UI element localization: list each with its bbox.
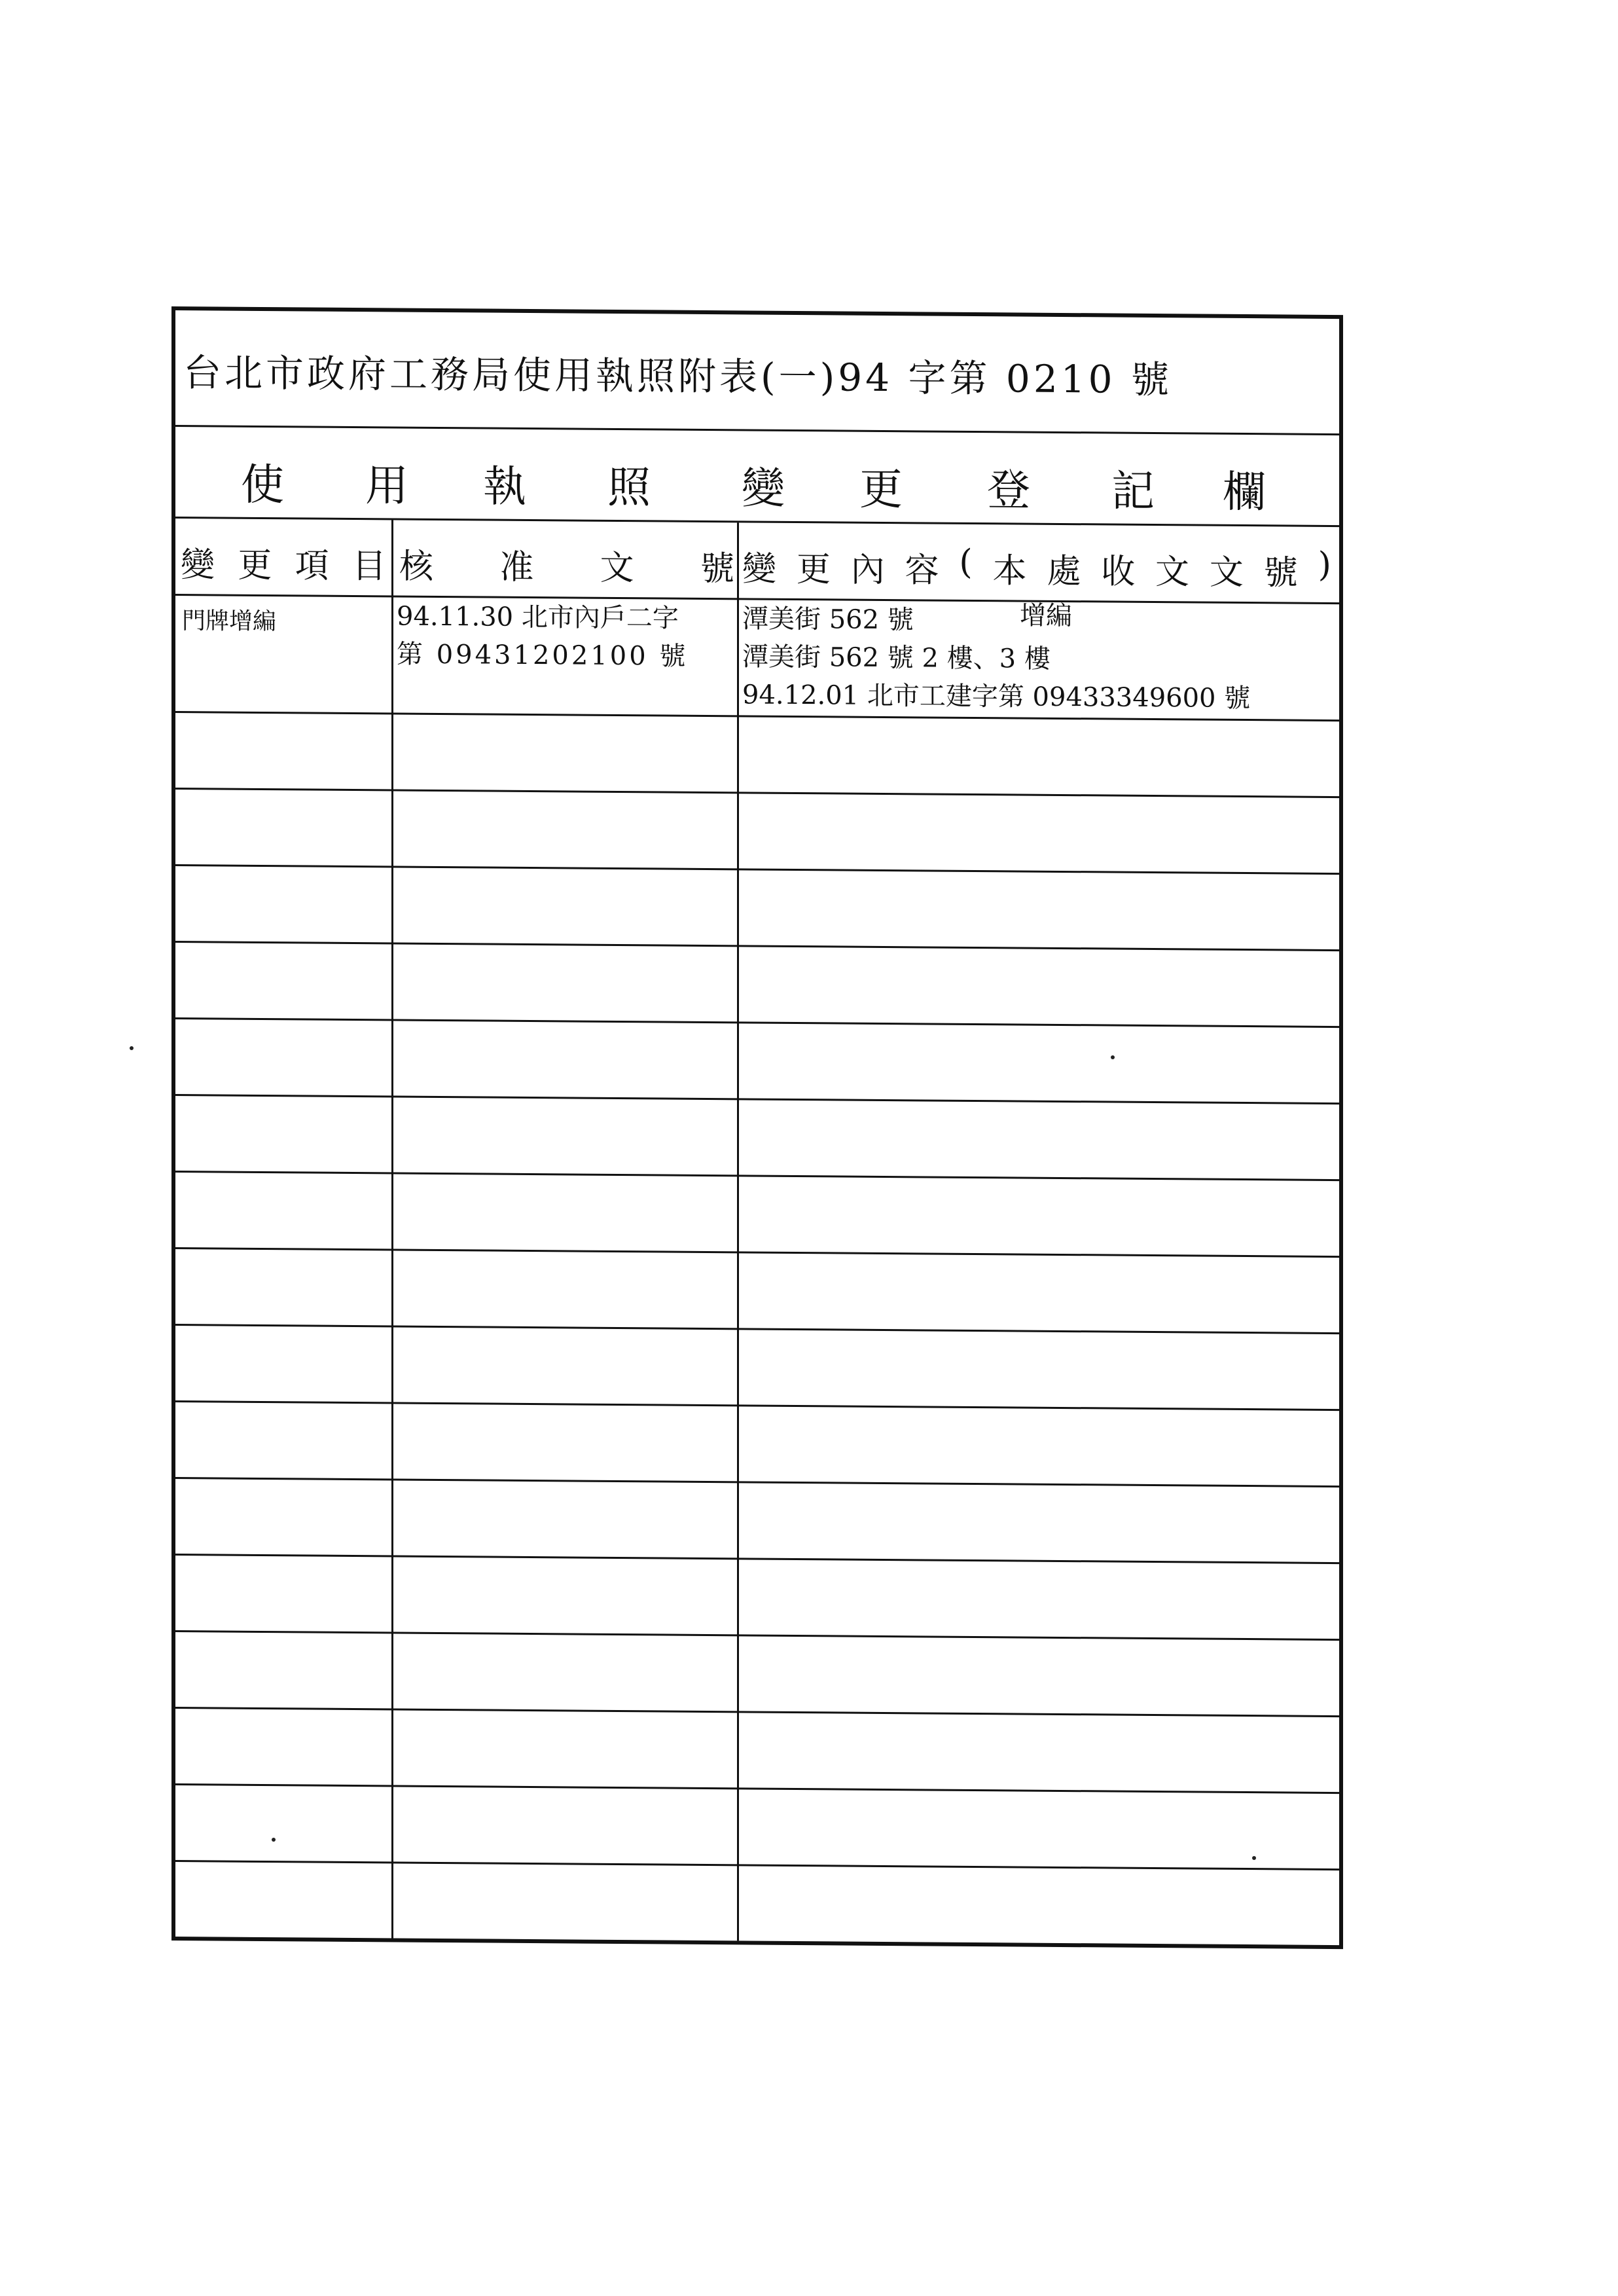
row-divider: [175, 1477, 1339, 1487]
heading-char: 變: [742, 463, 785, 514]
column-divider: [391, 520, 393, 1938]
row-divider: [175, 1017, 1339, 1028]
entry-item: 門牌增編: [182, 608, 277, 636]
title-row: [175, 310, 1339, 435]
entry-content-tag: 增編: [1020, 600, 1072, 632]
column-header-content: 變 更 內 容 ( 本 處 收 文 文 號 ): [742, 542, 1331, 593]
scan-speck: [1111, 1055, 1115, 1059]
row-divider: [175, 1324, 1339, 1334]
entry-content-line3: 94.12.01 北市工建字第 09433349600 號: [742, 680, 1251, 714]
column-divider: [737, 522, 739, 1941]
row-divider: [175, 788, 1339, 798]
row-divider: [175, 1094, 1339, 1104]
heading-row: [175, 427, 1339, 527]
entry-content-line1: 潭美街 562 號: [742, 604, 914, 636]
heading-char: 用: [365, 460, 408, 511]
column-header-row: [175, 519, 1339, 604]
column-header-item: 變 更 項 目: [181, 545, 386, 587]
row-divider: [175, 1860, 1339, 1870]
row-divider: [175, 1554, 1339, 1564]
row-divider: [175, 1783, 1339, 1794]
row-divider: [175, 941, 1339, 951]
column-header-doc: 核 准 文 號: [399, 547, 734, 589]
row-divider: [175, 1630, 1339, 1641]
heading-char: 使: [241, 459, 284, 511]
row-divider: [175, 1707, 1339, 1717]
registration-form: [171, 306, 1343, 1949]
scan-speck: [130, 1046, 134, 1050]
row-divider: [175, 1400, 1339, 1411]
row-divider: [175, 1171, 1339, 1181]
row-divider: [175, 864, 1339, 875]
entry-doc-line2: 第 09431202100 號: [397, 639, 689, 672]
heading-char: 記: [1111, 465, 1155, 517]
heading-char: 登: [987, 465, 1030, 516]
heading-char: 欄: [1223, 466, 1266, 518]
heading-char: 更: [859, 464, 903, 515]
scan-speck: [272, 1838, 276, 1842]
scan-speck: [1252, 1856, 1256, 1860]
heading-char: 執: [483, 461, 526, 512]
row-divider: [175, 1247, 1339, 1258]
form-title: 台北市政府工務局使用執照附表(一)94 字第 0210 號: [183, 350, 1172, 403]
heading-char: 照: [607, 462, 651, 513]
entry-doc-line1: 94.11.30 北市內戶二字: [397, 601, 679, 634]
entry-content-line2: 潭美街 562 號 2 樓、3 樓: [742, 642, 1051, 674]
